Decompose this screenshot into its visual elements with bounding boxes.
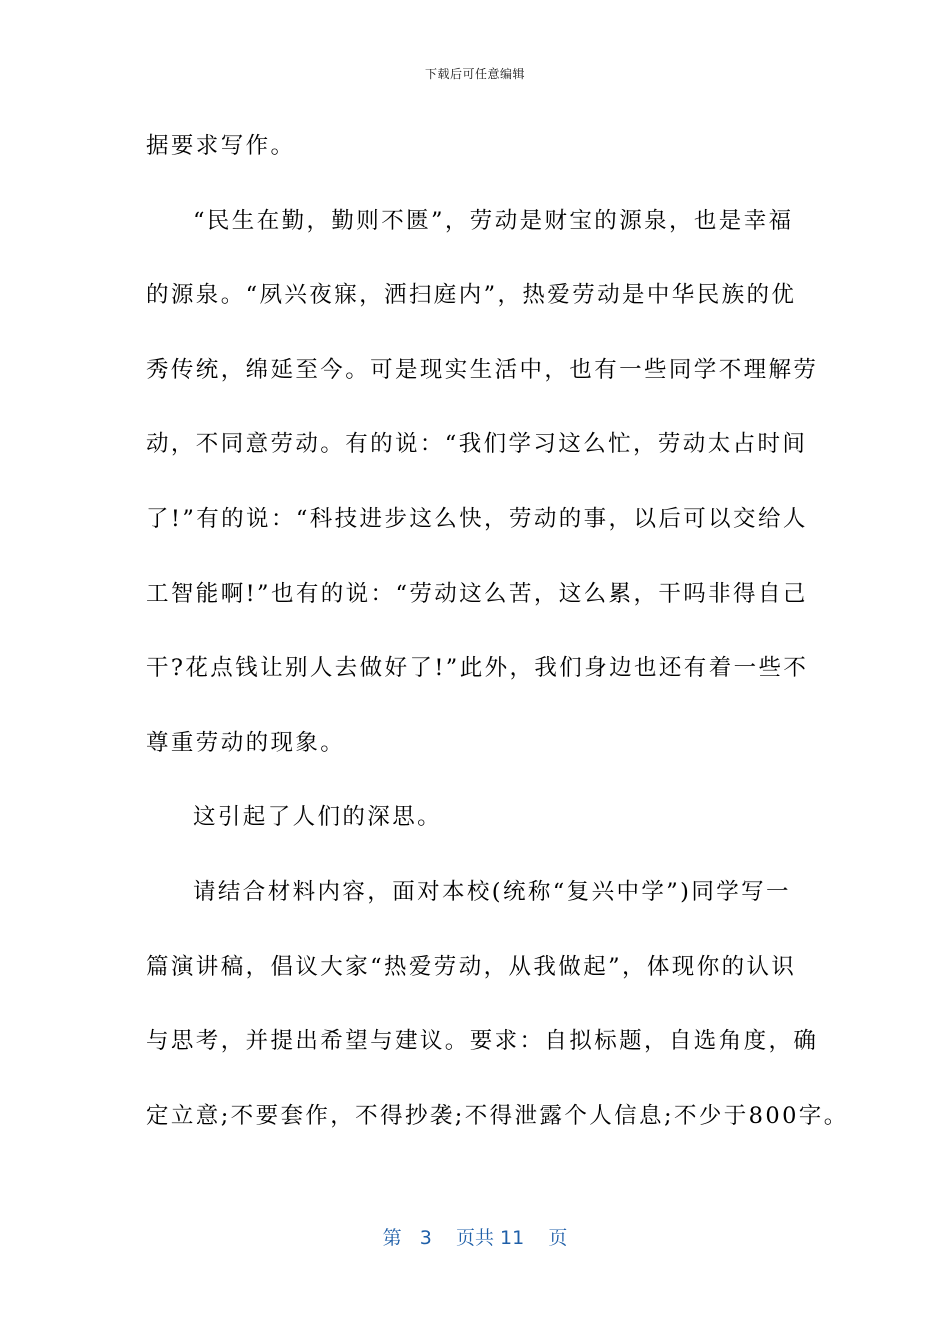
text-line: 据要求写作。	[146, 133, 296, 159]
page-header-watermark: 下载后可任意编辑	[424, 67, 525, 81]
text-line: 秀传统，绵延至今。可是现实生活中，也有一些同学不理解劳	[146, 356, 819, 383]
text-line: 了!”有的说：“科技进步这么快，劳动的事，以后可以交给人	[146, 505, 808, 532]
text-line: 动，不同意劳动。有的说：“我们学习这么忙，劳动太占时间	[146, 431, 808, 458]
text-line: 工智能啊!”也有的说：“劳动这么苦，这么累，干吗非得自己	[146, 580, 808, 607]
current-page-number: 3	[419, 1227, 432, 1249]
text-line: “民生在勤，勤则不匮”，劳动是财宝的源泉，也是幸福	[193, 207, 794, 234]
text-line: 请结合材料内容，面对本校(统称“复兴中学”)同学写一	[193, 878, 791, 905]
text-line: 与思考，并提出希望与建议。要求：自拟标题，自选角度，确	[146, 1028, 819, 1055]
text-line: 的源泉。“夙兴夜寐，洒扫庭内”，热爱劳动是中华民族的优	[146, 282, 797, 309]
page-label-middle: 页共	[455, 1227, 494, 1249]
total-pages-number: 11	[500, 1227, 525, 1249]
body-text	[146, 126, 849, 1170]
text-line: 干?花点钱让别人去做好了!”此外，我们身边也还有着一些不	[146, 655, 809, 682]
page-label-prefix: 第	[382, 1227, 402, 1249]
text-line: 篇演讲稿，倡议大家“热爱劳动，从我做起”，体现你的认识	[146, 953, 797, 980]
page-label-suffix: 页	[548, 1227, 568, 1249]
text-line: 定立意;不要套作，不得抄袭;不得泄露个人信息;不少于800字。	[146, 1102, 849, 1129]
page-number-footer	[0, 1225, 950, 1251]
text-line: 尊重劳动的现象。	[146, 729, 346, 756]
text-line: 这引起了人们的深思。	[193, 804, 443, 831]
